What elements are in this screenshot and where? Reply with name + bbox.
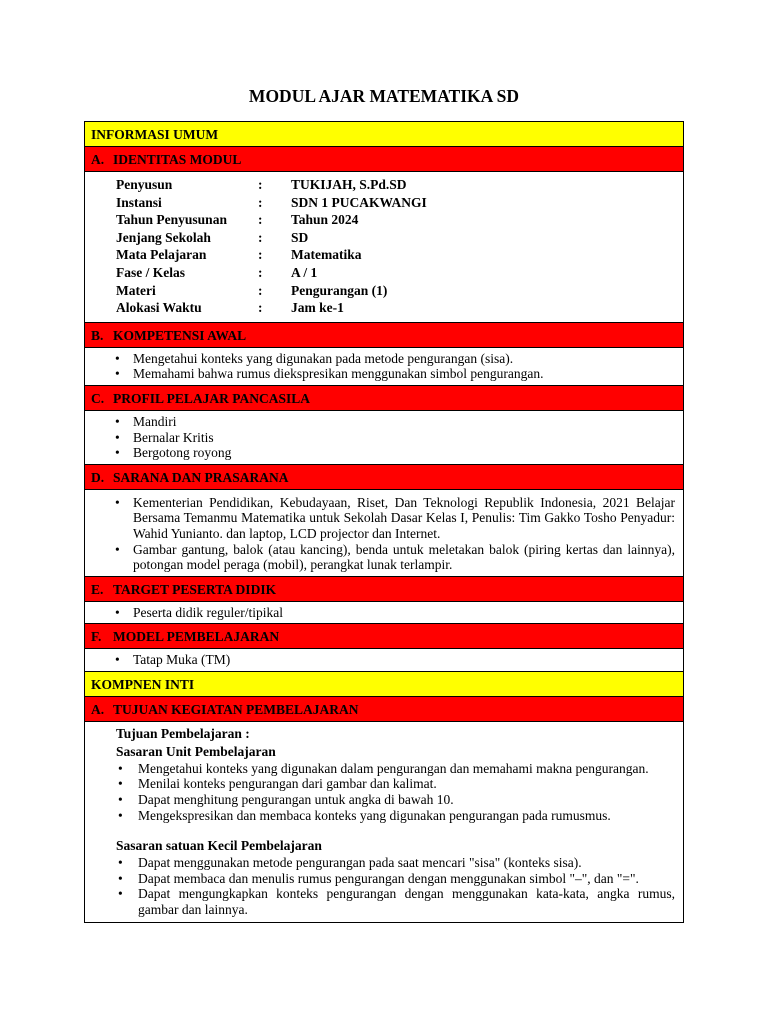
section-header-kompetensi-awal — [85, 323, 683, 348]
list-item: • Dapat menggunakan metode pengurangan pada saat mencari "sisa" (konteks sisa). — [138, 855, 675, 871]
bullet-list — [85, 490, 683, 576]
list-item: • Dapat mengungkapkan konteks pengurangan dengan menggunakan kata-kata, angka rumus, gambar dan lainnya. — [138, 886, 675, 917]
identity-row — [116, 246, 683, 264]
bullet-list — [85, 649, 683, 671]
section-number: E. — [91, 581, 104, 597]
identity-label: Jenjang Sekolah — [116, 229, 211, 245]
identity-value: Tahun 2024 — [291, 212, 359, 228]
bullet-list — [85, 411, 683, 464]
identity-value: Pengurangan (1) — [291, 282, 388, 298]
section-header-identitas-modul — [85, 147, 683, 172]
identity-label: Materi — [116, 282, 156, 298]
identity-colon: : — [258, 194, 263, 210]
list-item: • Mengetahui konteks yang digunakan dalam pengurangan dan memahami makna pengurangan. — [138, 761, 675, 777]
list-item: • Mengekspresikan dan membaca konteks yang digunakan pengurangan pada rumusmus. — [138, 808, 675, 824]
list-item: • Peserta didik reguler/tipikal — [133, 605, 675, 621]
identity-colon: : — [258, 177, 263, 192]
list-item: • Kementerian Pendidikan, Kebudayaan, Riset, Dan Teknologi Republik Indonesia, 2021 Belajar Bersama Temanmu Matematika untuk Sekolah Dasar Kelas I, Penulis: Tim Gakko Tosho Penyadur: Wahid Yunianto. dan laptop, LCD projector dan Internet. — [133, 495, 675, 542]
section-header-model-pembelajaran — [85, 624, 683, 649]
identity-row — [116, 264, 683, 282]
section-header-sarana-prasarana — [85, 465, 683, 490]
identity-row — [116, 299, 683, 317]
unit-heading: Sasaran Unit Pembelajaran — [116, 743, 276, 759]
bullet-list — [116, 855, 675, 917]
profil-section — [85, 411, 683, 465]
section-title: PROFIL PELAJAR PANCASILA — [113, 390, 311, 406]
identity-label: Mata Pelajaran — [116, 247, 207, 263]
identity-row — [116, 211, 683, 229]
section-number: F. — [91, 629, 102, 645]
list-item: • Memahami bahwa rumus diekspresikan menggunakan simbol pengurangan. — [133, 366, 675, 382]
section-number: A. — [91, 152, 105, 167]
identity-row — [116, 176, 683, 194]
identity-value: SD — [291, 229, 309, 245]
bullet-list — [85, 348, 683, 385]
document-title: MODUL AJAR MATEMATIKA SD — [248, 86, 520, 106]
list-item: • Menilai konteks pengurangan dari gambar dan kalimat. — [138, 776, 675, 792]
module-table — [84, 121, 684, 923]
list-item: • Tatap Muka (TM) — [133, 652, 675, 668]
list-item: • Bergotong royong — [133, 445, 675, 461]
section-title: TUJUAN KEGIATAN PEMBELAJARAN — [113, 701, 359, 717]
identity-colon: : — [258, 282, 263, 298]
identity-label: Fase / Kelas — [116, 264, 185, 280]
section-number: B. — [91, 327, 104, 343]
section-header-tujuan-kegiatan — [85, 697, 683, 722]
identity-value: Matematika — [291, 247, 362, 263]
bullet-list — [116, 761, 675, 823]
list-item: • Dapat menghitung pengurangan untuk angka di bawah 10. — [138, 792, 675, 808]
identity-row — [116, 282, 683, 300]
list-item: • Mengetahui konteks yang digunakan pada metode pengurangan (sisa). — [133, 351, 675, 367]
section-header-informasi-umum: INFORMASI UMUM — [85, 122, 683, 147]
section-header-profil-pelajar — [85, 386, 683, 411]
identity-value: TUKIJAH, S.Pd.SD — [291, 177, 407, 192]
tujuan-label: Tujuan Pembelajaran : — [116, 725, 250, 741]
section-header-target-peserta — [85, 577, 683, 602]
section-title: KOMPETENSI AWAL — [113, 327, 247, 343]
section-number: C. — [91, 390, 105, 406]
identity-label: Instansi — [116, 194, 162, 210]
tujuan-section — [85, 722, 683, 922]
sarana-section — [85, 490, 683, 577]
section-title: MODEL PEMBELAJARAN — [113, 629, 280, 645]
target-section — [85, 602, 683, 625]
identity-label: Alokasi Waktu — [116, 300, 202, 316]
identity-value: SDN 1 PUCAKWANGI — [291, 194, 427, 210]
identity-value: Jam ke-1 — [291, 300, 344, 316]
identity-row — [116, 194, 683, 212]
list-item: • Dapat membaca dan menulis rumus pengurangan dengan menggunakan simbol "–", dan "=". — [138, 871, 675, 887]
bullet-list — [85, 602, 683, 624]
identity-label: Tahun Penyusunan — [116, 212, 227, 228]
section-title: IDENTITAS MODUL — [113, 152, 242, 167]
list-item: • Bernalar Kritis — [133, 430, 675, 446]
list-item: • Gambar gantung, balok (atau kancing), benda untuk meletakan balok (piring kertas dan lainnya), potongan model peraga (mobil), perangkat lunak terlampir. — [133, 542, 675, 573]
identity-colon: : — [258, 212, 263, 228]
section-title: TARGET PESERTA DIDIK — [113, 581, 277, 597]
kecil-heading: Sasaran satuan Kecil Pembelajaran — [116, 838, 322, 854]
model-section — [85, 649, 683, 672]
list-item: • Mandiri — [133, 414, 675, 430]
identity-colon: : — [258, 247, 263, 263]
section-number: D. — [91, 469, 105, 485]
identity-colon: : — [258, 300, 263, 316]
identity-colon: : — [258, 264, 263, 280]
section-header-komponen-inti: KOMPNEN INTI — [85, 672, 683, 697]
section-number: A. — [91, 701, 105, 717]
identitas-table — [85, 172, 683, 323]
identity-colon: : — [258, 229, 263, 245]
kompetensi-section — [85, 348, 683, 386]
section-title: SARANA DAN PRASARANA — [113, 469, 289, 485]
identity-label: Penyusun — [116, 177, 173, 192]
identity-value: A / 1 — [291, 264, 318, 280]
identity-row — [116, 229, 683, 247]
